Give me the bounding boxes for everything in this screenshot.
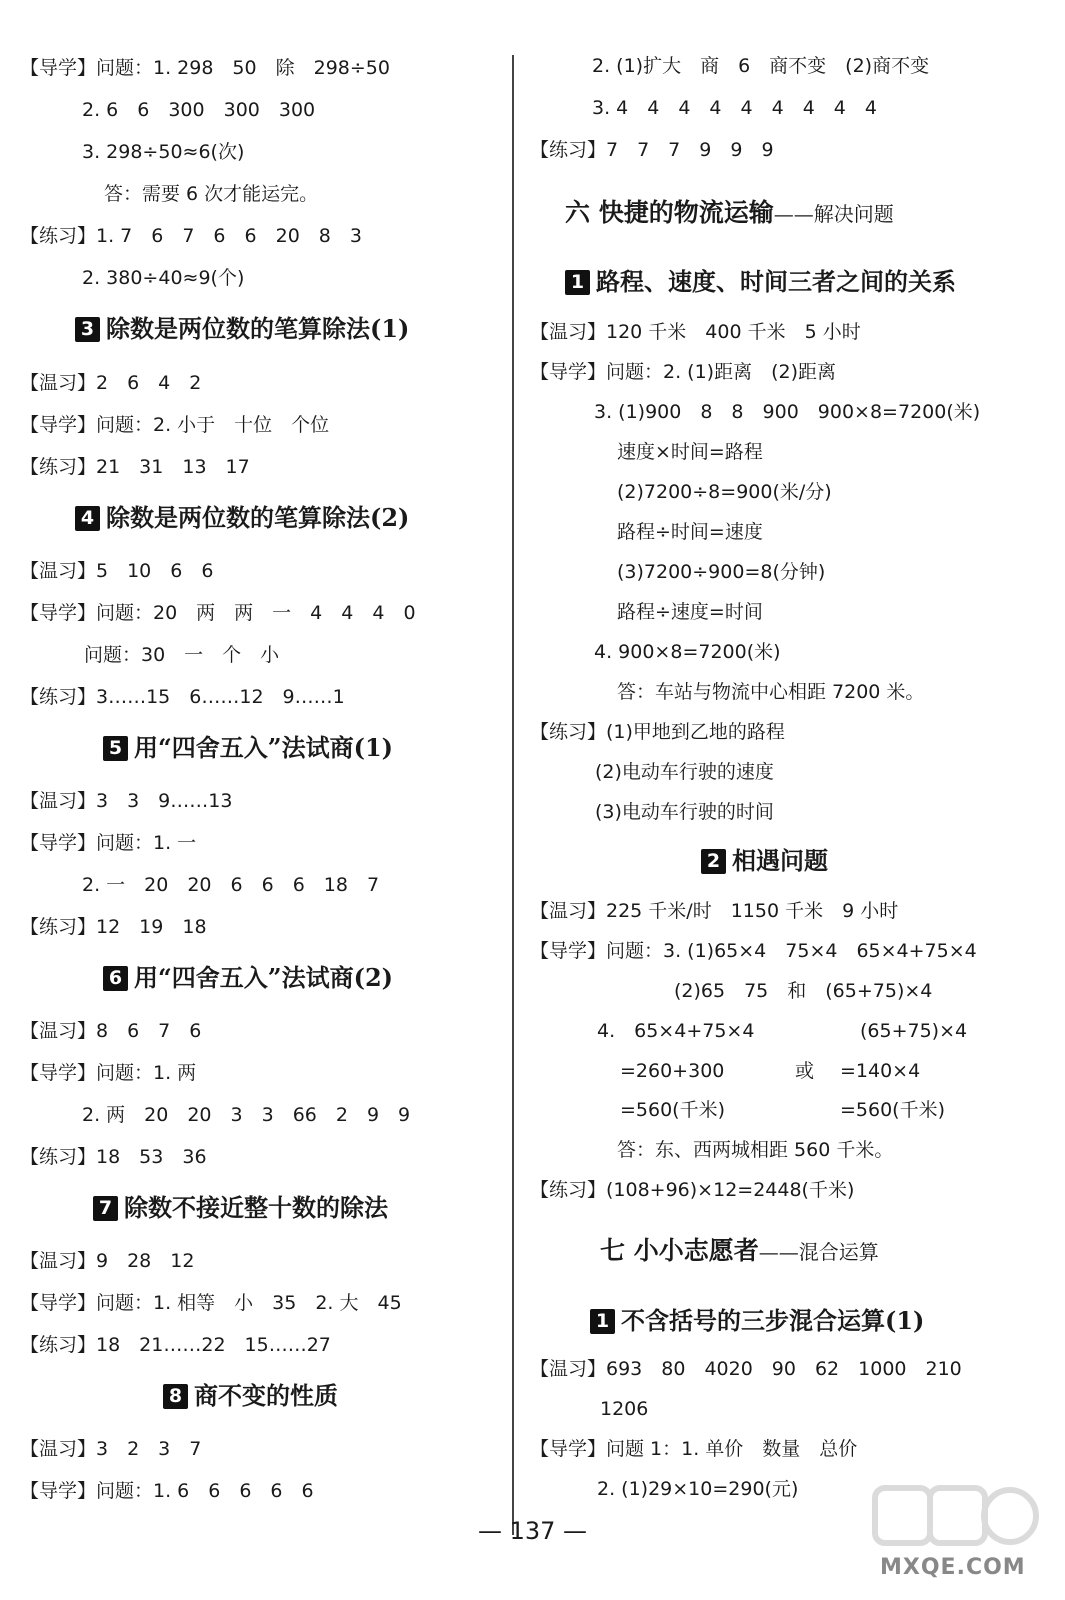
text-line: 4. 900×8=7200(米) <box>594 641 781 663</box>
text-line: 【导学】问题：2. (1)距离 (2)距离 <box>530 361 836 383</box>
left-column <box>0 0 510 1540</box>
text-line: 2. 380÷40≈9(个) <box>82 267 245 289</box>
text-line: 答：需要 6 次才能运完。 <box>104 183 319 205</box>
text-line: 【导学】问题 1：1. 单价 数量 总价 <box>530 1438 858 1460</box>
section-heading <box>75 502 409 534</box>
section-title: 除数是两位数的笔算除法(1) <box>106 314 410 343</box>
text-line: (3)电动车行驶的时间 <box>595 801 774 823</box>
text-line: 2. 6 6 300 300 300 <box>82 99 316 121</box>
section-heading <box>565 266 956 298</box>
section-heading <box>103 732 393 764</box>
text-line: =560(千米) <box>840 1099 946 1121</box>
section-number: 3 <box>75 317 100 342</box>
text-line: =560(千米) <box>620 1099 726 1121</box>
text-line: 【导学】问题：1. 298 50 除 298÷50 <box>20 57 390 79</box>
text-line: (2)电动车行驶的速度 <box>595 761 774 783</box>
chapter-heading <box>600 1235 879 1268</box>
section-title: 不含括号的三步混合运算(1) <box>621 1306 925 1335</box>
section-heading <box>75 313 409 345</box>
text-line: 【温习】2 6 4 2 <box>20 372 202 394</box>
text-line: 或 <box>795 1060 815 1082</box>
section-heading <box>103 962 393 994</box>
text-line: 【练习】18 53 36 <box>20 1146 207 1168</box>
text-line: 3. (1)900 8 8 900 900×8=7200(米) <box>594 401 981 423</box>
text-line: 答：车站与物流中心相距 7200 米。 <box>617 681 925 703</box>
text-line: =260+300 <box>620 1060 725 1082</box>
chapter-subtitle: ——混合运算 <box>758 1240 879 1264</box>
text-line: 2. (1)扩大 商 6 商不变 (2)商不变 <box>592 55 930 77</box>
chapter-heading <box>565 197 894 230</box>
text-line: 【温习】120 千米 400 千米 5 小时 <box>530 321 861 343</box>
text-line: 【温习】5 10 6 6 <box>20 560 214 582</box>
text-line: 【导学】问题：1. 一 <box>20 832 197 854</box>
right-column <box>520 0 1065 1540</box>
section-title: 除数不接近整十数的除法 <box>124 1193 388 1222</box>
text-line: 1206 <box>600 1398 649 1420</box>
text-line: 【练习】(1)甲地到乙地的路程 <box>530 721 785 743</box>
section-heading <box>163 1380 338 1412</box>
text-line: 【温习】3 3 9……13 <box>20 790 233 812</box>
text-line: 【练习】7 7 7 9 9 9 <box>530 139 774 161</box>
text-line: 【导学】问题：1. 相等 小 35 2. 大 45 <box>20 1292 402 1314</box>
section-title: 相遇问题 <box>732 846 828 875</box>
text-line: 【练习】(108+96)×12=2448(千米) <box>530 1179 855 1201</box>
text-line: (3)7200÷900=8(分钟) <box>617 561 826 583</box>
text-line: 【导学】问题：3. (1)65×4 75×4 65×4+75×4 <box>530 940 977 962</box>
section-heading <box>590 1305 924 1337</box>
text-line: 【导学】问题：1. 两 <box>20 1062 197 1084</box>
section-number: 1 <box>565 270 590 295</box>
text-line: 【导学】问题：2. 小于 十位 个位 <box>20 414 330 436</box>
text-line: 速度×时间=路程 <box>617 441 763 463</box>
section-title: 用“四舍五入”法试商(2) <box>134 963 394 992</box>
text-line: 【温习】8 6 7 6 <box>20 1020 202 1042</box>
section-title: 路程、速度、时间三者之间的关系 <box>596 267 956 296</box>
text-line: 【温习】9 28 12 <box>20 1250 195 1272</box>
text-line: 2. (1)29×10=290(元) <box>597 1478 799 1500</box>
text-line: 2. 一 20 20 6 6 6 18 7 <box>82 874 380 896</box>
section-title: 除数是两位数的笔算除法(2) <box>106 503 410 532</box>
chapter-title: 六 快捷的物流运输 <box>565 198 774 227</box>
column-divider <box>512 55 514 1535</box>
text-line: 【温习】3 2 3 7 <box>20 1438 202 1460</box>
section-number: 1 <box>590 1309 615 1334</box>
text-line: 路程÷速度=时间 <box>617 601 763 623</box>
text-line: 3. 298÷50≈6(次) <box>82 141 245 163</box>
section-number: 8 <box>163 1384 188 1409</box>
text-line: 【温习】225 千米/时 1150 千米 9 小时 <box>530 900 899 922</box>
section-number: 7 <box>93 1196 118 1221</box>
text-line: 【导学】问题：1. 6 6 6 6 6 <box>20 1480 314 1502</box>
text-line: (2)65 75 和 (65+75)×4 <box>674 980 933 1002</box>
text-line: 【练习】21 31 13 17 <box>20 456 250 478</box>
text-line: 【练习】3……15 6……12 9……1 <box>20 686 345 708</box>
text-line: (65+75)×4 <box>860 1020 968 1042</box>
text-line: 【练习】18 21……22 15……27 <box>20 1334 331 1356</box>
section-title: 用“四舍五入”法试商(1) <box>134 733 394 762</box>
section-number: 6 <box>103 966 128 991</box>
text-line: 路程÷时间=速度 <box>617 521 763 543</box>
text-line: 【练习】12 19 18 <box>20 916 207 938</box>
text-line: 2. 两 20 20 3 3 66 2 9 9 <box>82 1104 411 1126</box>
text-line: 问题：30 一 个 小 <box>84 644 280 666</box>
chapter-subtitle: ——解决问题 <box>773 202 894 226</box>
section-heading <box>701 845 828 877</box>
section-number: 5 <box>103 736 128 761</box>
text-line: (2)7200÷8=900(米/分) <box>617 481 832 503</box>
chapter-title: 七 小小志愿者 <box>600 1236 759 1265</box>
section-title: 商不变的性质 <box>194 1381 338 1410</box>
text-line: 【导学】问题：20 两 两 一 4 4 4 0 <box>20 602 416 624</box>
text-line: 【练习】1. 7 6 7 6 6 20 8 3 <box>20 225 362 247</box>
section-heading <box>93 1192 388 1224</box>
text-line: 答：东、西两城相距 560 千米。 <box>617 1139 894 1161</box>
text-line: 3. 4 4 4 4 4 4 4 4 4 <box>592 97 877 119</box>
text-line: =140×4 <box>840 1060 921 1082</box>
text-line: 4. 65×4+75×4 <box>597 1020 755 1042</box>
section-number: 2 <box>701 849 726 874</box>
watermark-text: MXQE.COM <box>880 1555 1026 1580</box>
section-number: 4 <box>75 506 100 531</box>
text-line: 【温习】693 80 4020 90 62 1000 210 <box>530 1358 962 1380</box>
page-number-text: — 137 — <box>477 1517 588 1545</box>
